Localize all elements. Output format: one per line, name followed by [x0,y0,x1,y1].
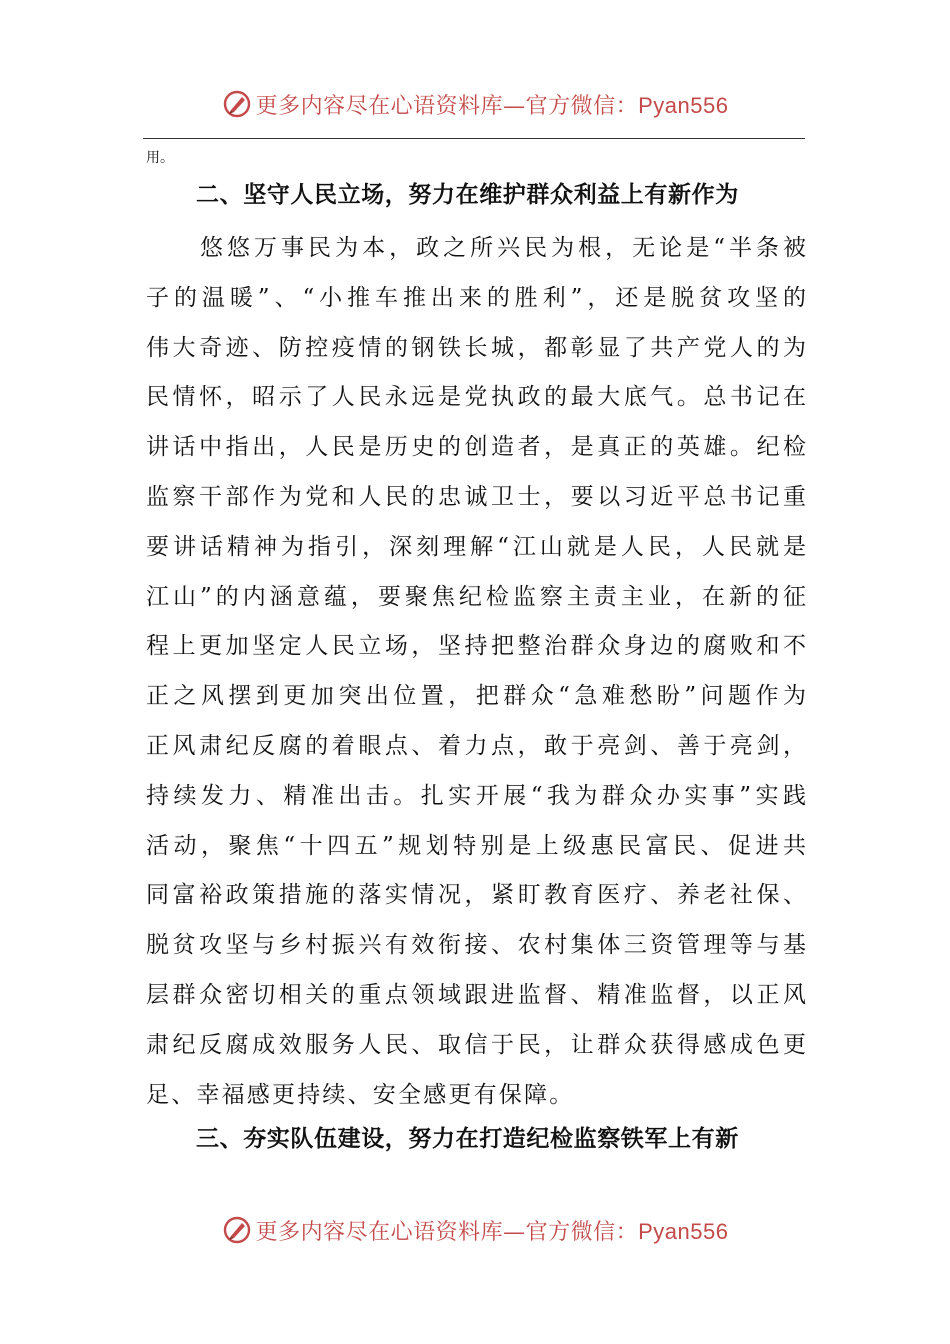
paragraph-line: 民情怀，昭示了人民永远是党执政的最大底气。总书记在 [146,384,806,411]
carryover-fragment: 用。 [146,150,174,166]
footer-banner-wechat-id: Pyan556 [638,1218,729,1244]
paragraph-line: 脱贫攻坚与乡村振兴有效衔接、农村集体三资管理等与基 [146,932,806,959]
paragraph-line: 足、幸福感更持续、安全感更有保障。 [146,1081,575,1108]
paragraph-line: 正之风摆到更加突出位置，把群众“急难愁盼”问题作为 [146,683,806,710]
pen-logo-icon [222,1215,252,1245]
section-3-heading: 三、夯实队伍建设，努力在打造纪检监察铁军上有新 [196,1126,739,1152]
footer-banner-cn: 更多内容尽在心语资料库—官方微信： [255,1219,639,1245]
paragraph-line: 伟大奇迹、防控疫情的钢铁长城，都彰显了共产党人的为 [146,334,806,361]
header-banner [0,82,950,126]
paragraph-line: 正风肃纪反腐的着眼点、着力点，敢于亮剑、善于亮剑， [146,732,806,759]
paragraph-line: 讲话中指出，人民是历史的创造者，是真正的英雄。纪检 [146,434,806,461]
paragraph-line: 子的温暖”、“小推车推出来的胜利”，还是脱贫攻坚的 [146,284,806,311]
paragraph-line: 活动，聚焦“十四五”规划特别是上级惠民富民、促进共 [146,832,806,859]
paragraph-line: 江山”的内涵意蕴，要聚焦纪检监察主责主业，在新的征 [146,583,806,610]
paragraph-line: 层群众密切相关的重点领域跟进监督、精准监督，以正风 [146,981,806,1008]
header-banner-text [256,89,729,120]
section-2-heading: 二、坚守人民立场，努力在维护群众利益上有新作为 [196,182,739,208]
header-divider [143,138,805,139]
footer-banner-text [256,1215,729,1246]
paragraph-line: 悠悠万事民为本，政之所兴民为根，无论是“半条被 [146,235,806,261]
footer-banner [0,1208,950,1252]
header-banner-wechat-id: Pyan556 [638,92,729,118]
paragraph-line: 肃纪反腐成效服务人民、取信于民，让群众获得感成色更 [146,1031,806,1058]
header-banner-cn: 更多内容尽在心语资料库—官方微信： [255,93,639,119]
paragraph-line: 要讲话精神为指引，深刻理解“江山就是人民，人民就是 [146,533,806,560]
paragraph-line: 程上更加坚定人民立场，坚持把整治群众身边的腐败和不 [146,633,806,660]
pen-logo-icon [222,89,252,119]
paragraph-line: 监察干部作为党和人民的忠诚卫士，要以习近平总书记重 [146,483,806,510]
paragraph-line: 持续发力、精准出击。扎实开展“我为群众办实事”实践 [146,782,806,809]
paragraph-line: 同富裕政策措施的落实情况，紧盯教育医疗、养老社保、 [146,882,806,909]
section-2-paragraph [146,224,806,1120]
